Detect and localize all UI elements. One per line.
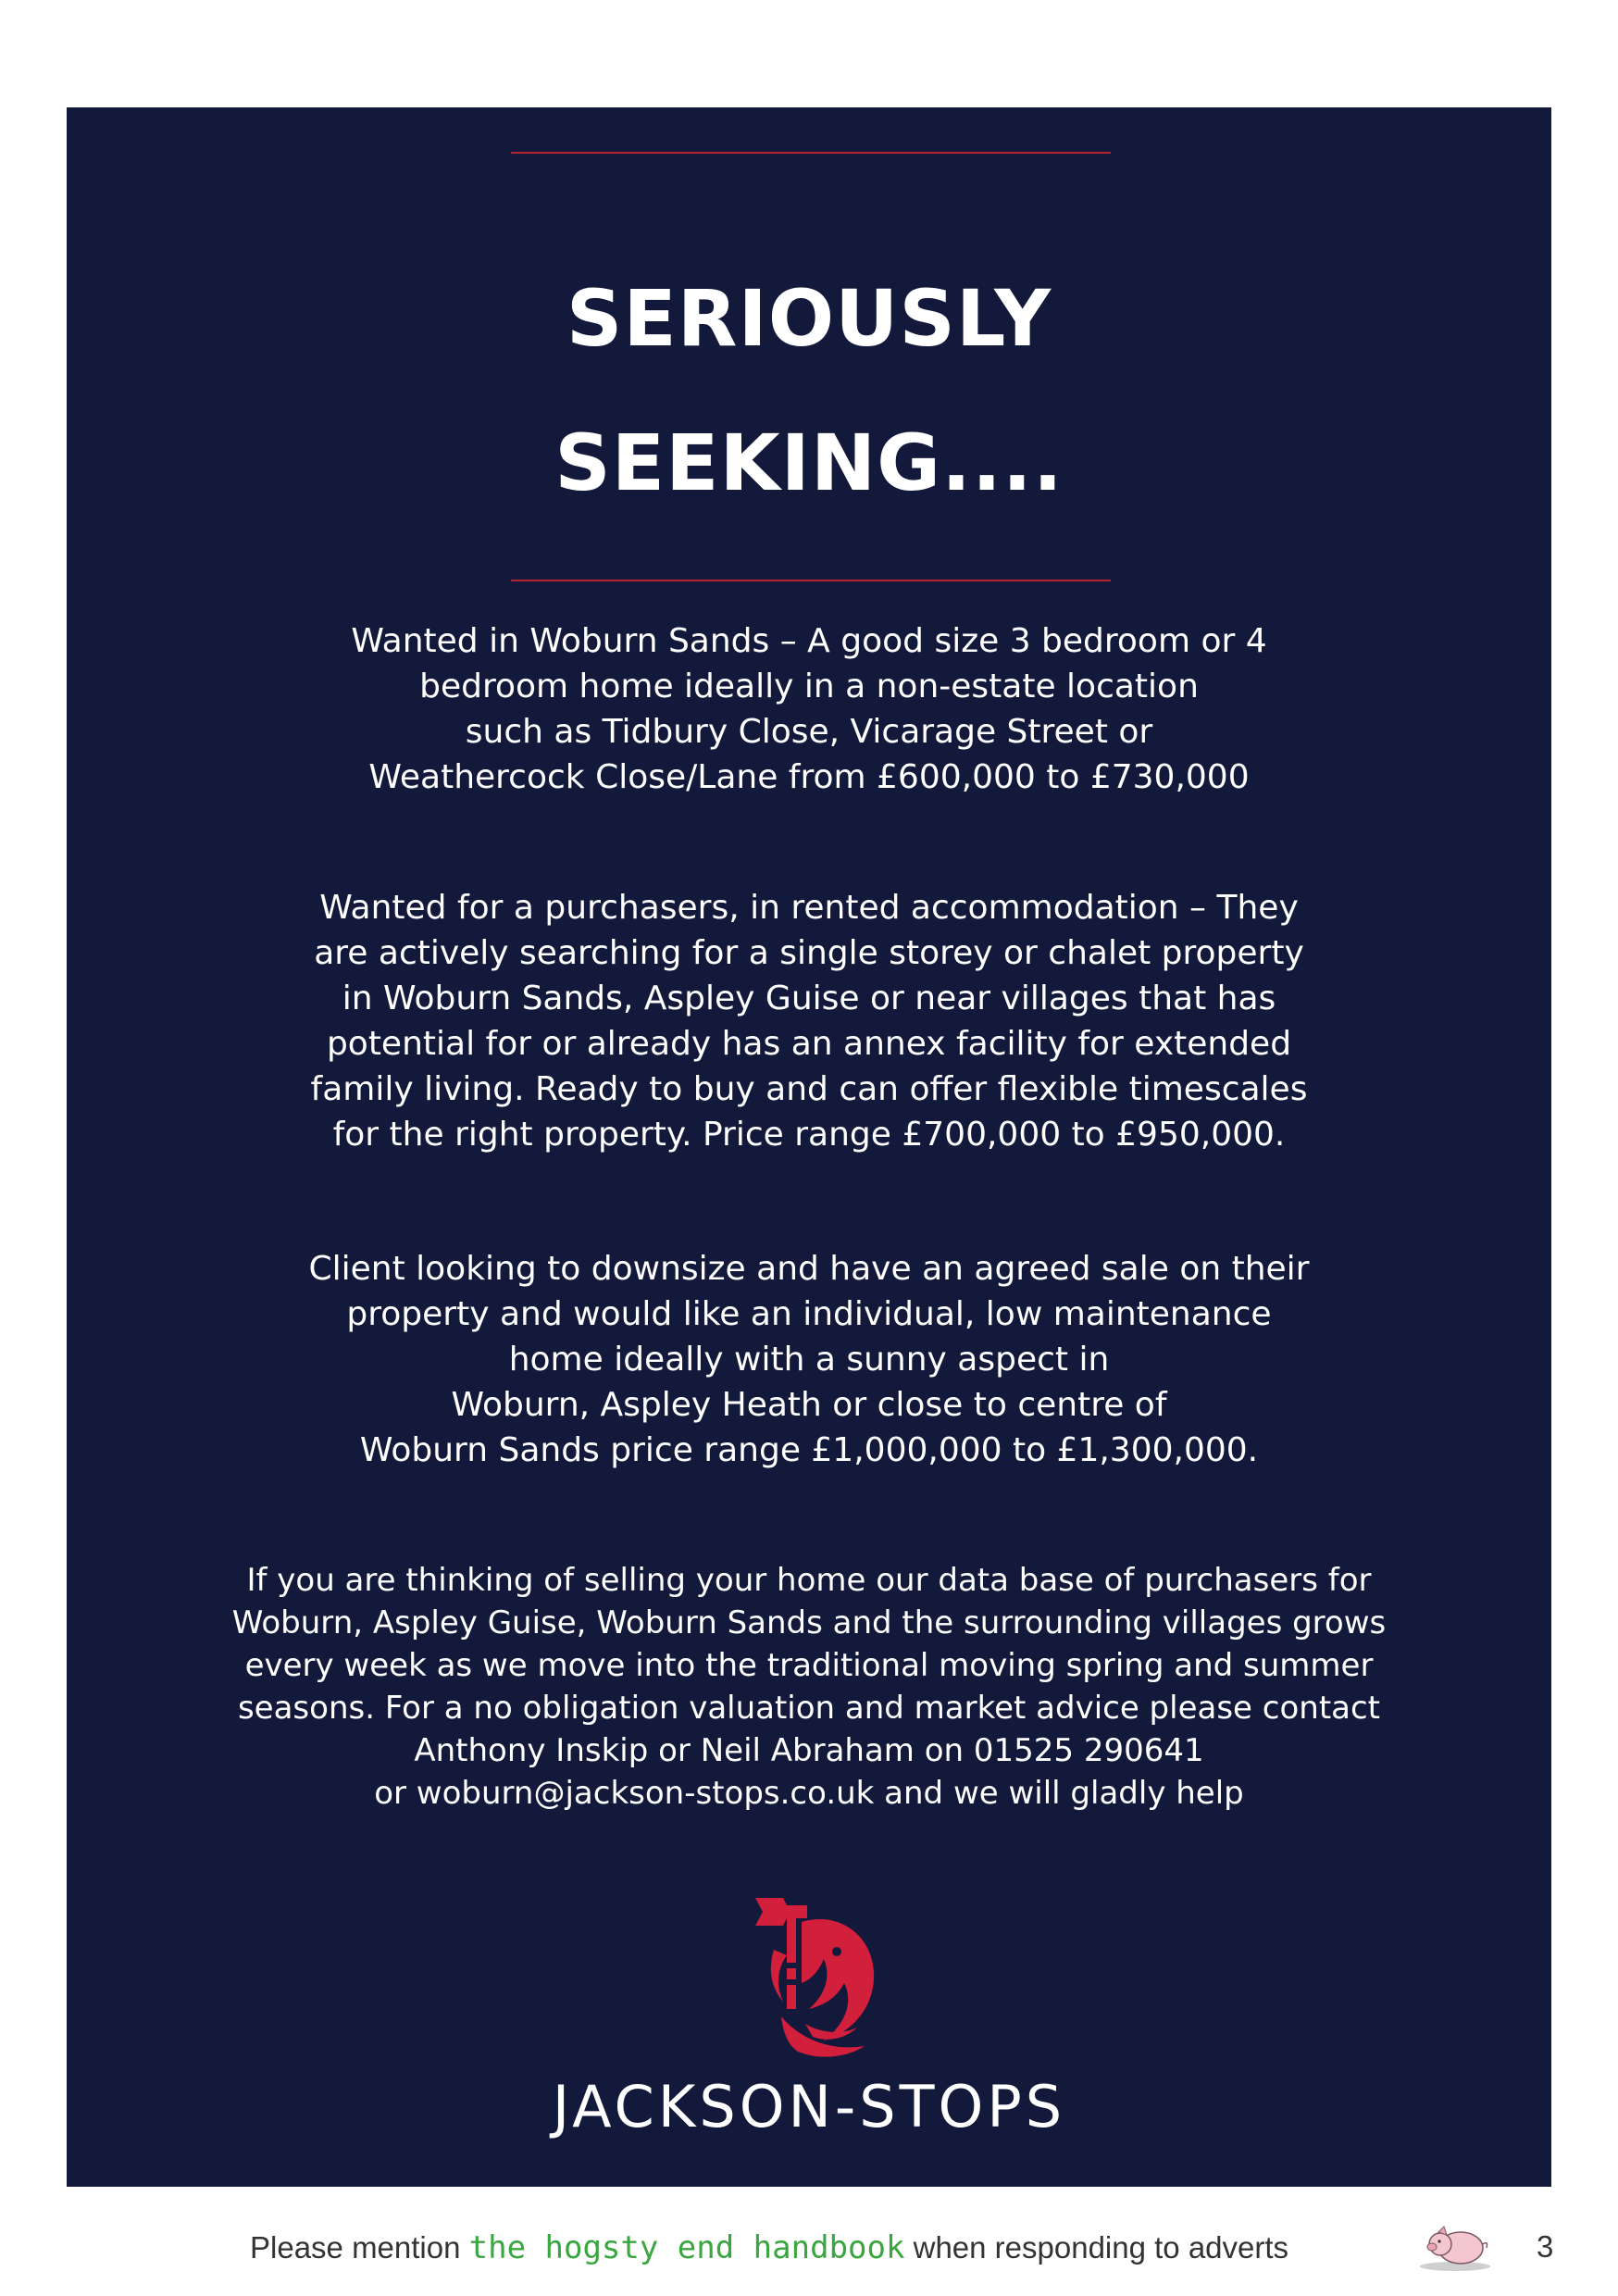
footer-prefix: Please mention — [250, 2230, 469, 2265]
page-footer — [0, 2220, 1618, 2276]
handbook-name: the hogsty end handbook — [468, 2229, 905, 2266]
title-line-2: SEEKING.... — [554, 418, 1064, 508]
bottom-divider — [511, 580, 1111, 581]
title-line-1: SERIOUSLY — [566, 273, 1052, 364]
contact-paragraph: If you are thinking of selling your home our data base of purchasers for Woburn, Aspley Guise, Woburn Sands and the surrounding villages grows every week as we move into the traditional moving spring and summer seasons. For a no obligation valuation and market advice please contact Anthony Inskip or Neil Abraham on 01525 290641 or woburn@jackson-stops.co.uk and we will gladly help — [231, 1562, 1387, 1812]
advert-panel — [67, 107, 1551, 2187]
wanted-paragraph-2: Wanted for a purchasers, in rented accommodation – They are actively searching for a single storey or chalet property in Woburn Sands, Aspley Guise or near villages that has potential for or already has an annex facility for extended family living. Ready to buy and can offer flexible timescales for the right property. Price range £700,000 to £950,000. — [310, 889, 1308, 1154]
advert-title — [67, 246, 1551, 535]
page-number: 3 — [1537, 2229, 1554, 2264]
dragon-icon — [746, 1894, 883, 2061]
footer-suffix: when responding to adverts — [904, 2230, 1289, 2265]
top-divider — [511, 152, 1111, 154]
pig-icon — [1414, 2220, 1494, 2272]
wanted-paragraph-1: Wanted in Woburn Sands – A good size 3 bedroom or 4 bedroom home ideally in a non-estate location such as Tidbury Close, Vicarage Street or Weathercock Close/Lane from £600,000 to £730,000 — [351, 622, 1267, 796]
wanted-paragraph-3: Client looking to downsize and have an agreed sale on their property and would like an individual, low maintenance home ideally with a sunny aspect in Woburn, Aspley Heath or close to centre of Woburn Sands price range £1,000,000 to £1,300,000. — [308, 1250, 1310, 1469]
brand-name: JACKSON-STOPS — [552, 2073, 1066, 2140]
footer-text — [250, 2229, 1288, 2266]
